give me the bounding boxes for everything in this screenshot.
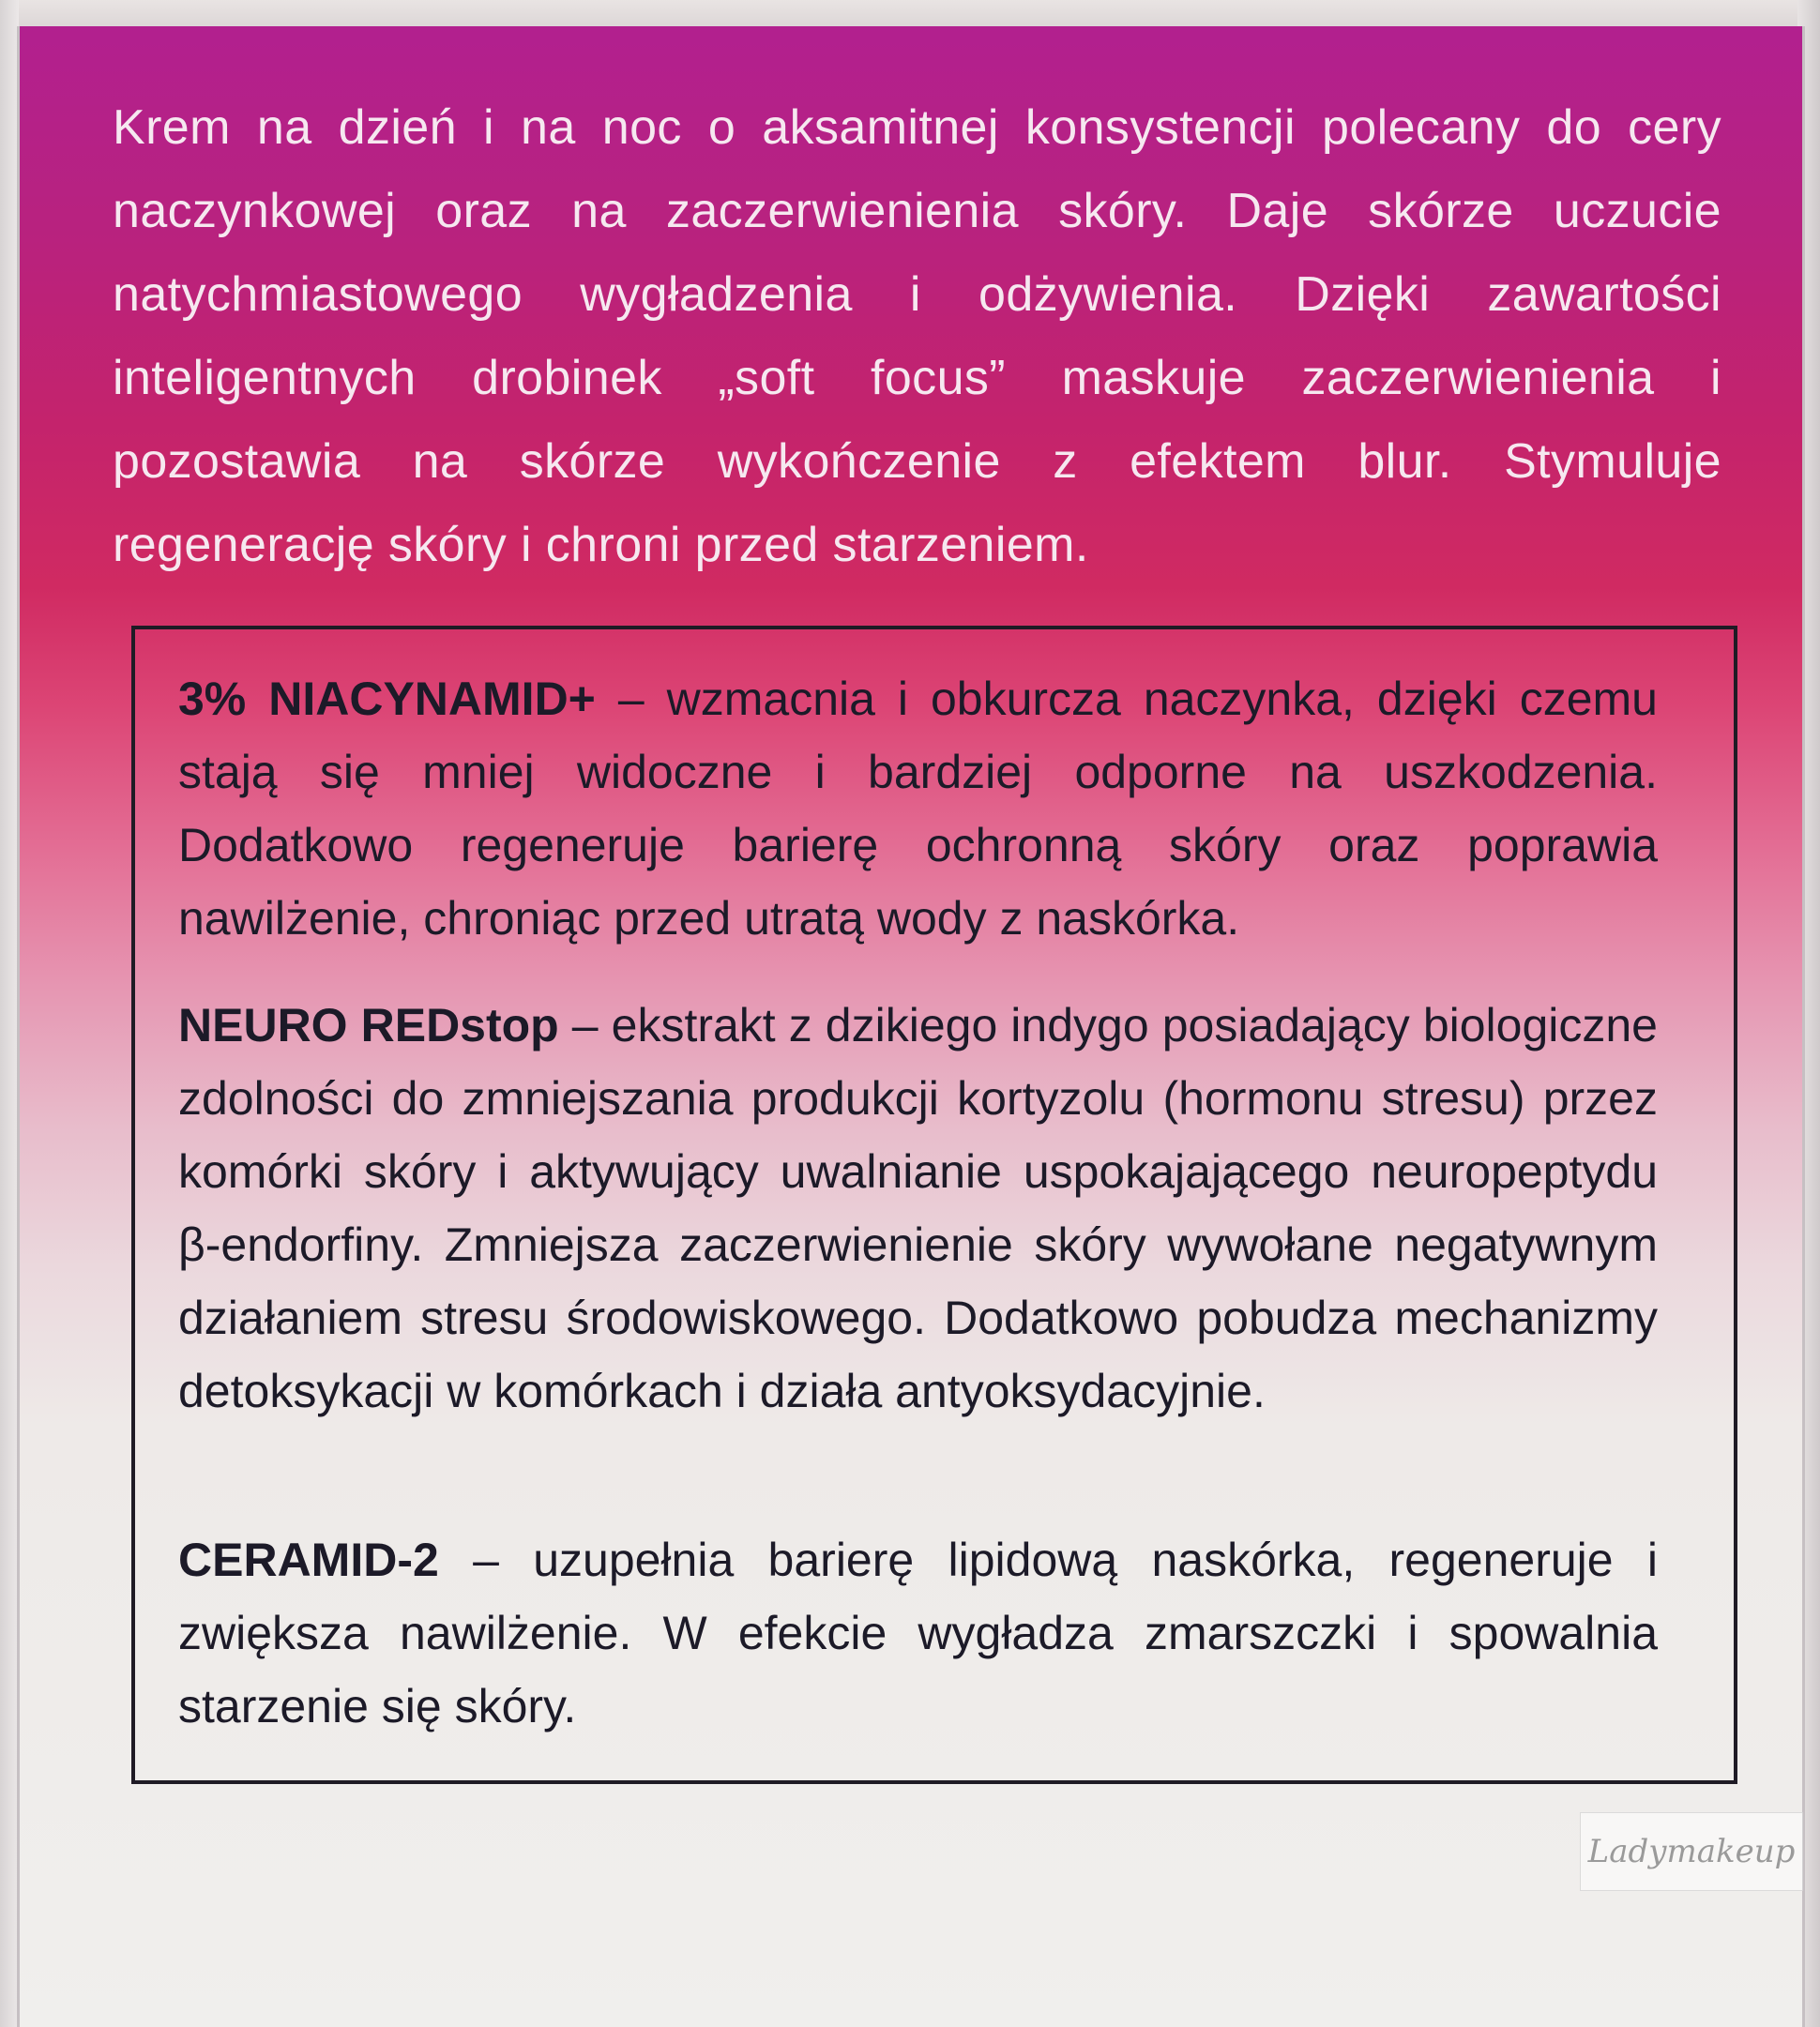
ingredient-name: 3% NIACYNAMID+ xyxy=(178,673,596,725)
ingredient-niacynamid xyxy=(178,662,1658,955)
ingredient-description: – ekstrakt z dzikiego indygo posiadający biologiczne zdolności do zmniejszania produkcji kortyzolu (hormonu stresu) przez komórki skóry i aktywujący uwalnianie uspokajającego neuropeptydu β-endorfiny. Zmniejsza zaczerwienienie skóry wywołane negatywnym działaniem stresu środowiskowego. Dodatkowo pobudza mechanizmy detoksykacji w komórkach i działa antyoksydacyjnie. xyxy=(178,999,1658,1417)
ingredient-neuro-redstop xyxy=(178,989,1658,1428)
ingredient-description: – uzupełnia barierę lipidową naskórka, regeneruje i zwiększa nawilżenie. W efekcie wygładza zmarszczki i spowalnia starzenie się skóry. xyxy=(178,1534,1658,1732)
ingredient-description: – wzmacnia i obkurcza naczynka, dzięki czemu stają się mniej widoczne i bardziej odporne na uszkodzenia. Dodatkowo regeneruje barierę ochronną skóry oraz poprawia nawilżenie, chroniąc przed utratą wody z naskórka. xyxy=(178,673,1658,945)
ingredient-ceramid xyxy=(178,1523,1658,1743)
product-description: Krem na dzień i na noc o aksamitnej konsystencji polecany do cery naczynkowej oraz na zaczerwienienia skóry. Daje skórze uczucie natychmiastowego wygładzenia i odżywienia. Dzięki zawartości inteligentnych drobinek „soft focus” maskuje zaczerwienienia i pozostawia na skórze wykończenie z efektem blur. Stymuluje regenerację skóry i chroni przed starzeniem. xyxy=(113,100,1721,572)
watermark-text: Ladymakeup xyxy=(1587,1833,1796,1870)
ingredient-name: CERAMID-2 xyxy=(178,1534,439,1586)
ingredient-name: NEURO REDstop xyxy=(178,999,559,1051)
box-left-edge xyxy=(0,0,19,2027)
watermark-logo xyxy=(1580,1812,1803,1891)
